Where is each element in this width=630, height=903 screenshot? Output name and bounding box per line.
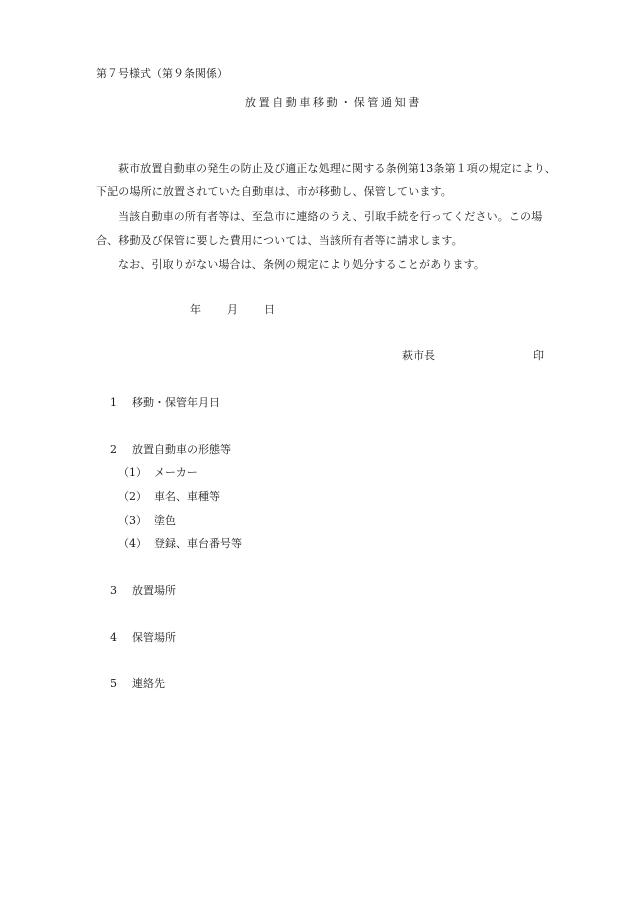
item-3 [110, 585, 176, 596]
sub-item-label: 登録、車台番号等 [154, 537, 242, 550]
item-number: 5 [110, 677, 117, 690]
date-line [190, 304, 275, 315]
sub-item-4 [118, 538, 242, 549]
issuer-name: 萩市長 [402, 349, 435, 362]
sub-item-number: （3） [118, 514, 147, 527]
sub-item-label: メーカー [154, 466, 198, 479]
day-label: 日 [264, 303, 275, 316]
item-label: 保管場所 [132, 631, 176, 644]
item-number: 2 [110, 443, 117, 456]
item-label: 連絡先 [132, 677, 165, 690]
item-number: 4 [110, 631, 117, 644]
sub-item-label: 車名、車種等 [154, 490, 220, 503]
item-2 [110, 444, 231, 455]
item-label: 放置自動車の形態等 [132, 443, 231, 456]
item-label: 放置場所 [132, 584, 176, 597]
paragraph-2-line-1: 当該自動車の所有者等は、至急市に連絡のうえ、引取手続を行ってください。この場 [118, 210, 543, 223]
sub-item-label: 塗色 [154, 514, 176, 527]
seal-mark: 印 [533, 349, 544, 362]
paragraph-1-line-2: 下記の場所に放置されていた自動車は、市が移動し、保管しています。 [96, 185, 452, 198]
sub-item-1 [118, 467, 198, 478]
item-1 [110, 397, 220, 408]
item-number: 3 [110, 584, 117, 597]
item-5 [110, 678, 165, 689]
item-4 [110, 632, 176, 643]
document-title: 放置自動車移動・保管通知書 [245, 96, 422, 109]
item-number: 1 [110, 396, 117, 409]
month-label: 月 [227, 303, 238, 316]
sub-item-number: （4） [118, 537, 147, 550]
sub-item-number: （1） [118, 466, 147, 479]
item-label: 移動・保管年月日 [132, 396, 220, 409]
sub-item-3 [118, 515, 176, 526]
paragraph-2-line-2: 合、移動及び保管に要した費用については、当該所有者等に請求します。 [96, 234, 463, 247]
sub-item-number: （2） [118, 490, 147, 503]
paragraph-1-line-1: 萩市放置自動車の発生の防止及び適正な処理に関する条例第13条第１項の規定により、 [118, 162, 556, 175]
paragraph-3-line-1: なお、引取りがない場合は、条例の規定により処分することがあります。 [118, 258, 486, 271]
form-number-label: 第７号様式（第９条関係） [96, 67, 228, 80]
year-label: 年 [190, 303, 201, 316]
sub-item-2 [118, 491, 220, 502]
